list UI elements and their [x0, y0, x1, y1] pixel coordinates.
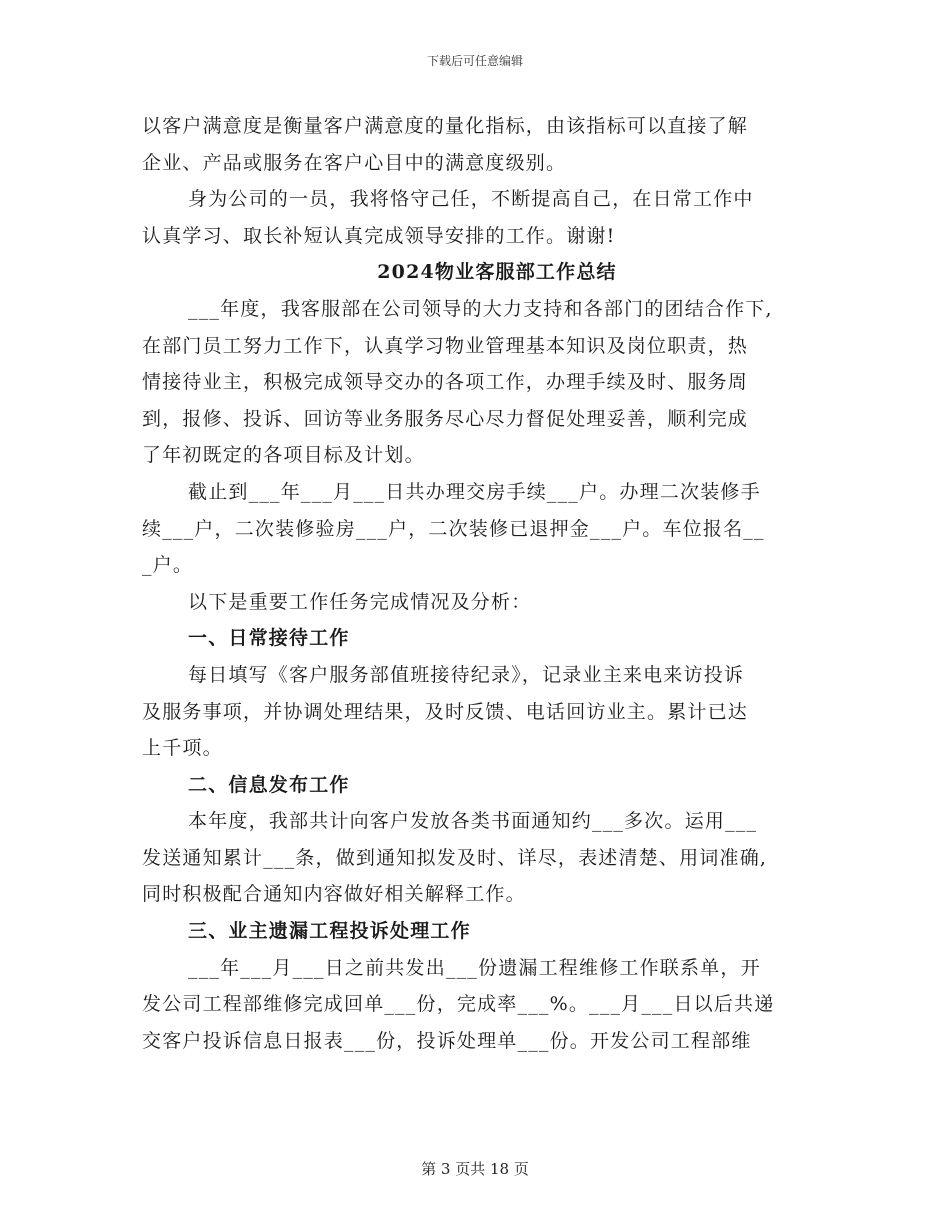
paragraph-line: 交客户投诉信息日报表___份，投诉处理单___份。开发公司工程部维	[142, 1029, 752, 1052]
paragraph-line: ___年___月___日之前共发出___份遗漏工程维修工作联系单，开	[188, 956, 761, 979]
paragraph-line: 身为公司的一员，我将恪守己任，不断提高自己，在日常工作中	[188, 188, 754, 211]
paragraph-line: 上千项。	[142, 737, 223, 760]
document-title: 2024物业客服部工作总结	[377, 261, 617, 284]
paragraph-line: 发送通知累计___条，做到通知拟发及时、详尽，表述清楚、用词准确,	[142, 846, 768, 869]
document-body	[142, 108, 832, 1059]
paragraph-line: 本年度，我部共计向客户发放各类书面通知约___多次。运用___	[188, 810, 758, 833]
paragraph-line: 截止到___年___月___日共办理交房手续___户。办理二次装修手	[188, 480, 761, 503]
paragraph-line: 每日填写《客户服务部值班接待纪录》，记录业主来电来访投诉	[188, 663, 745, 686]
paragraph-line: 发公司工程部维修完成回单___份，完成率___%。___月___日以后共递	[142, 993, 775, 1016]
section-heading: 三、业主遗漏工程投诉处理工作	[188, 920, 471, 943]
paragraph-line: 认真学习、取长补短认真完成领导安排的工作。谢谢!	[142, 224, 616, 247]
section-heading: 二、信息发布工作	[188, 773, 350, 796]
paragraph-line: ___年度，我客服部在公司领导的大力支持和各部门的团结合作下,	[188, 297, 773, 320]
paragraph-line: 及服务事项，并协调处理结果，及时反馈、电话回访业主。累计已达	[142, 700, 749, 723]
page-number: 第 3 页共 18 页	[421, 1160, 529, 1178]
paragraph-line: 续___户，二次装修验房___户，二次装修已退押金___户。车位报名__	[142, 517, 765, 540]
section-heading: 一、日常接待工作	[188, 627, 350, 650]
paragraph-line: 企业、产品或服务在客户心目中的满意度级别。	[142, 151, 567, 174]
paragraph-line: 到，报修、投诉、回访等业务服务尽心尽力督促处理妥善，顺利完成	[142, 407, 749, 430]
paragraph-line: _户。	[142, 554, 194, 577]
paragraph-line: 情接待业主，积极完成领导交办的各项工作，办理手续及时、服务周	[142, 371, 749, 394]
paragraph-line: 以下是重要工作任务完成情况及分析：	[188, 590, 532, 613]
page-header: 下载后可任意编辑	[426, 54, 523, 68]
paragraph-line: 在部门员工努力工作下，认真学习物业管理基本知识及岗位职责，热	[142, 334, 749, 357]
paragraph-line: 同时积极配合通知内容做好相关解释工作。	[142, 883, 526, 906]
paragraph-line: 了年初既定的各项目标及计划。	[142, 444, 425, 467]
paragraph-line: 以客户满意度是衡量客户满意度的量化指标，由该指标可以直接了解	[142, 115, 749, 137]
